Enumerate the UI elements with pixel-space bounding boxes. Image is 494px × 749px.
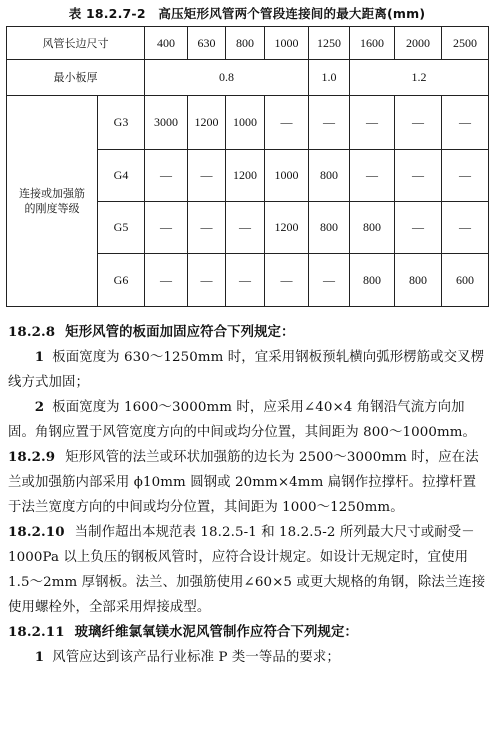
- size-cell: 2000: [395, 27, 442, 60]
- table-cell: —: [350, 96, 395, 150]
- clause-number: 18.2.10: [8, 524, 65, 540]
- table-cell: 800: [309, 150, 350, 202]
- clause-18-2-10: [8, 520, 488, 620]
- max-distance-table: [6, 26, 489, 307]
- table-cell: —: [188, 254, 226, 307]
- grade-label: [7, 96, 98, 307]
- table-cell: —: [442, 96, 489, 150]
- item-text: 风管应达到该产品行业标准 P 类一等品的要求；: [52, 650, 340, 665]
- table-cell: —: [395, 96, 442, 150]
- clause-item: [8, 345, 488, 395]
- size-cell: 1250: [309, 27, 350, 60]
- table-cell: —: [145, 202, 188, 254]
- table-cell: 1000: [226, 96, 265, 150]
- clause-text: 玻璃纤维氯氧镁水泥风管制作应符合下列规定：: [74, 624, 358, 640]
- grade-cell: G5: [98, 202, 145, 254]
- size-cell: 630: [188, 27, 226, 60]
- item-number: 1: [34, 649, 45, 665]
- spec-body-text: [8, 320, 488, 670]
- table-cell: 800: [395, 254, 442, 307]
- thickness-value: 1.0: [309, 60, 350, 96]
- size-header-label: 风管长边尺寸: [7, 27, 145, 60]
- table-cell: —: [145, 254, 188, 307]
- table-cell: —: [188, 202, 226, 254]
- clause-text: 当制作超出本规范表 18.2.5-1 和 18.2.5-2 所列最大尺寸或耐受－1000Pa 以上负压的钢板风管时，应符合设计规定。如设计无规定时，宜使用 1.5～2mm 厚钢板。法兰、加强筋使用∠60×5 或更大规格的角钢，除法兰连接使用螺栓外，全部采用焊接成型。: [8, 525, 486, 615]
- grade-label-line: 连接或加强筋: [19, 187, 85, 200]
- size-cell: 2500: [442, 27, 489, 60]
- thickness-row: [7, 60, 489, 96]
- table-cell: —: [309, 96, 350, 150]
- clause-18-2-9: [8, 445, 488, 520]
- table-cell: —: [188, 150, 226, 202]
- grade-label-line: 的刚度等级: [24, 202, 80, 215]
- size-cell: 400: [145, 27, 188, 60]
- clause-number: 18.2.8: [8, 324, 56, 340]
- item-number: 1: [34, 349, 45, 365]
- table-cell: 1200: [226, 150, 265, 202]
- item-number: 2: [34, 399, 45, 415]
- table-cell: 1200: [188, 96, 226, 150]
- clause-text: 矩形风管的法兰或环状加强筋的边长为 2500～3000mm 时，应在法兰或加强筋内部采用 ϕ10mm 圆钢或 20mm×4mm 扁钢作拉撑杆。拉撑杆置于法兰宽度方向的中间或均分位置，其间距为 1000～1250mm。: [8, 450, 479, 515]
- size-cell: 800: [226, 27, 265, 60]
- thickness-value: 0.8: [145, 60, 309, 96]
- table-cell: 3000: [145, 96, 188, 150]
- size-cell: 1000: [265, 27, 309, 60]
- thickness-value: 1.2: [350, 60, 489, 96]
- table-cell: —: [265, 254, 309, 307]
- size-header-row: [7, 27, 489, 60]
- clause-number: 18.2.11: [8, 624, 65, 640]
- clause-18-2-8: [8, 320, 488, 345]
- table-caption: 表 18.2.7-2 高压矩形风管两个管段连接间的最大距离(mm): [68, 6, 426, 21]
- table-cell: —: [265, 96, 309, 150]
- table-cell: 800: [309, 202, 350, 254]
- table-cell: 1000: [265, 150, 309, 202]
- size-cell: 1600: [350, 27, 395, 60]
- clause-18-2-11: [8, 620, 488, 645]
- table-cell: —: [395, 150, 442, 202]
- grade-cell: G6: [98, 254, 145, 307]
- clause-item: [8, 645, 488, 670]
- clause-item: [8, 395, 488, 445]
- table-cell: —: [226, 202, 265, 254]
- table-cell: —: [145, 150, 188, 202]
- table-cell: —: [350, 150, 395, 202]
- table-cell: —: [442, 202, 489, 254]
- table-cell: —: [309, 254, 350, 307]
- table-cell: —: [226, 254, 265, 307]
- table-cell: 1200: [265, 202, 309, 254]
- table-cell: —: [442, 150, 489, 202]
- table-cell: 800: [350, 254, 395, 307]
- item-text: 板面宽度为 1600～3000mm 时，应采用∠40×4 角钢沿气流方向加固。角钢应置于风管宽度方向的中间或均分位置，其间距为 800～1000mm。: [8, 400, 477, 440]
- table-cell: 600: [442, 254, 489, 307]
- grade-cell: G3: [98, 96, 145, 150]
- table-cell: —: [395, 202, 442, 254]
- table-cell: 800: [350, 202, 395, 254]
- grade-cell: G4: [98, 150, 145, 202]
- item-text: 板面宽度为 630～1250mm 时，宜采用钢板预轧横向弧形楞筋或交叉楞线方式加固；: [8, 350, 485, 390]
- table-row: [7, 96, 489, 150]
- clause-number: 18.2.9: [8, 449, 56, 465]
- thickness-label: 最小板厚: [7, 60, 145, 96]
- clause-text: 矩形风管的板面加固应符合下列规定：: [65, 324, 295, 340]
